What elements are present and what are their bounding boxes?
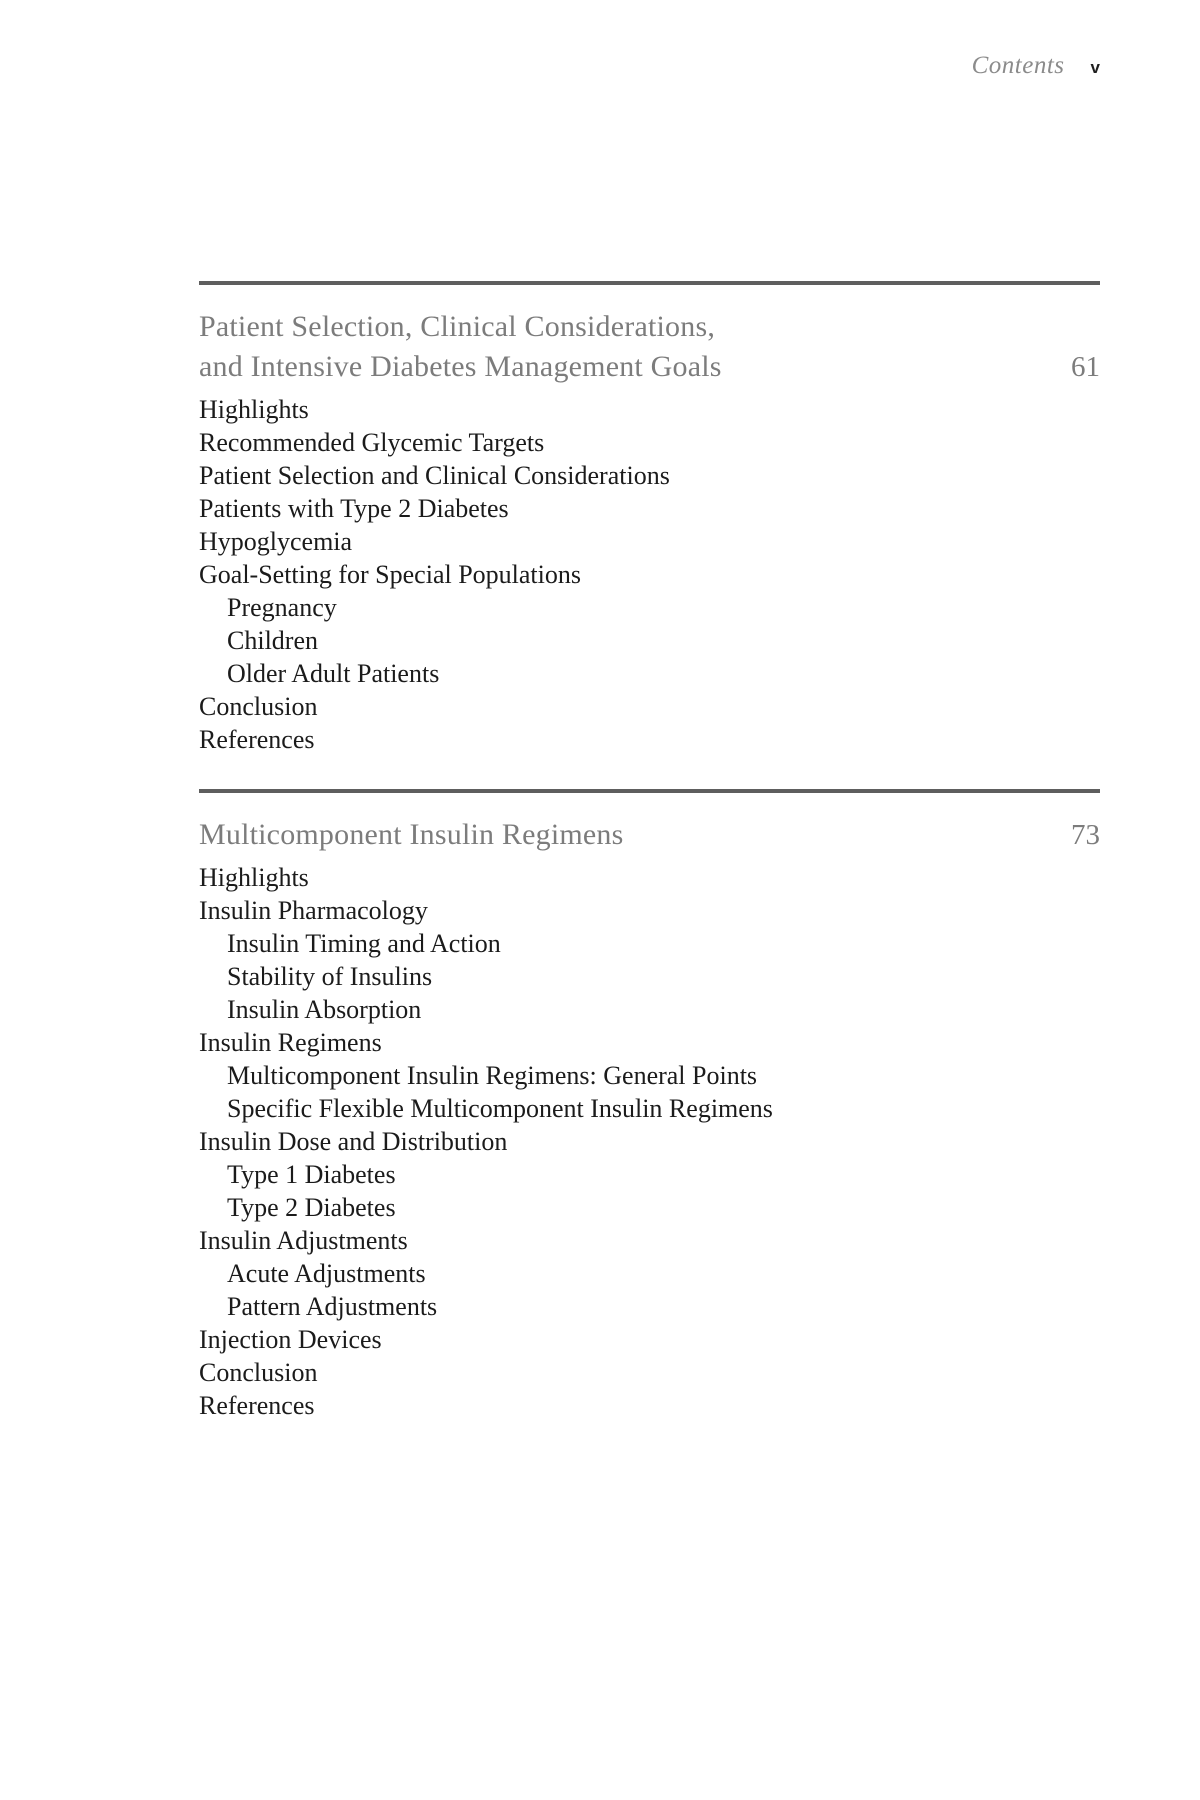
- toc-entry: Highlights: [199, 395, 309, 424]
- toc-entry: Injection Devices: [199, 1325, 382, 1354]
- chapter-title-line: and Intensive Diabetes Management Goals: [199, 350, 722, 383]
- toc-entry: Older Adult Patients: [227, 659, 440, 688]
- toc-entry: Insulin Adjustments: [199, 1226, 408, 1255]
- chapter-title: [199, 307, 722, 387]
- chapter-heading: [199, 307, 1100, 387]
- running-head-title: Contents: [971, 52, 1065, 79]
- section-divider-rule: [199, 281, 1100, 285]
- toc-entry: Patient Selection and Clinical Considerations: [199, 461, 670, 490]
- toc-entry: Conclusion: [199, 692, 318, 721]
- running-head: [972, 52, 1100, 80]
- chapter-heading: [199, 815, 1100, 855]
- chapter-title-line: Multicomponent Insulin Regimens: [199, 818, 624, 851]
- chapter-title-line: Patient Selection, Clinical Considerations,: [199, 310, 716, 343]
- toc-list: [199, 861, 1100, 1422]
- toc-section-patient-selection: [199, 281, 1100, 756]
- toc-list: [199, 393, 1100, 756]
- toc-entry: References: [199, 725, 315, 754]
- chapter-title: [199, 815, 624, 855]
- section-divider-rule: [199, 789, 1100, 793]
- toc-entry: Pattern Adjustments: [227, 1292, 438, 1321]
- toc-entry: Highlights: [199, 863, 309, 892]
- toc-entry: Specific Flexible Multicomponent Insulin Regimens: [227, 1094, 773, 1123]
- toc-entry: Recommended Glycemic Targets: [199, 428, 545, 457]
- toc-entry: Insulin Pharmacology: [199, 896, 428, 925]
- toc-entry: References: [199, 1391, 315, 1420]
- toc-entry: Children: [227, 626, 318, 655]
- toc-entry: Hypoglycemia: [199, 527, 353, 556]
- toc-entry: Patients with Type 2 Diabetes: [199, 494, 509, 523]
- chapter-page-number: 61: [1071, 351, 1100, 383]
- toc-entry: Insulin Dose and Distribution: [199, 1127, 508, 1156]
- toc-entry: Insulin Regimens: [199, 1028, 382, 1057]
- toc-entry: Insulin Timing and Action: [227, 929, 501, 958]
- toc-entry: Goal-Setting for Special Populations: [199, 560, 582, 589]
- toc-entry: Stability of Insulins: [227, 962, 433, 991]
- toc-entry: Type 1 Diabetes: [227, 1160, 396, 1189]
- chapter-page-number: 73: [1071, 819, 1100, 851]
- toc-entry: Insulin Absorption: [227, 995, 422, 1024]
- toc-entry: Acute Adjustments: [227, 1259, 426, 1288]
- toc-section-insulin-regimens: [199, 789, 1100, 1422]
- page-folio: v: [1090, 58, 1100, 77]
- toc-entry: Conclusion: [199, 1358, 318, 1387]
- toc-entry: Multicomponent Insulin Regimens: General Points: [227, 1061, 758, 1090]
- toc-entry: Type 2 Diabetes: [227, 1193, 396, 1222]
- toc-entry: Pregnancy: [227, 593, 337, 622]
